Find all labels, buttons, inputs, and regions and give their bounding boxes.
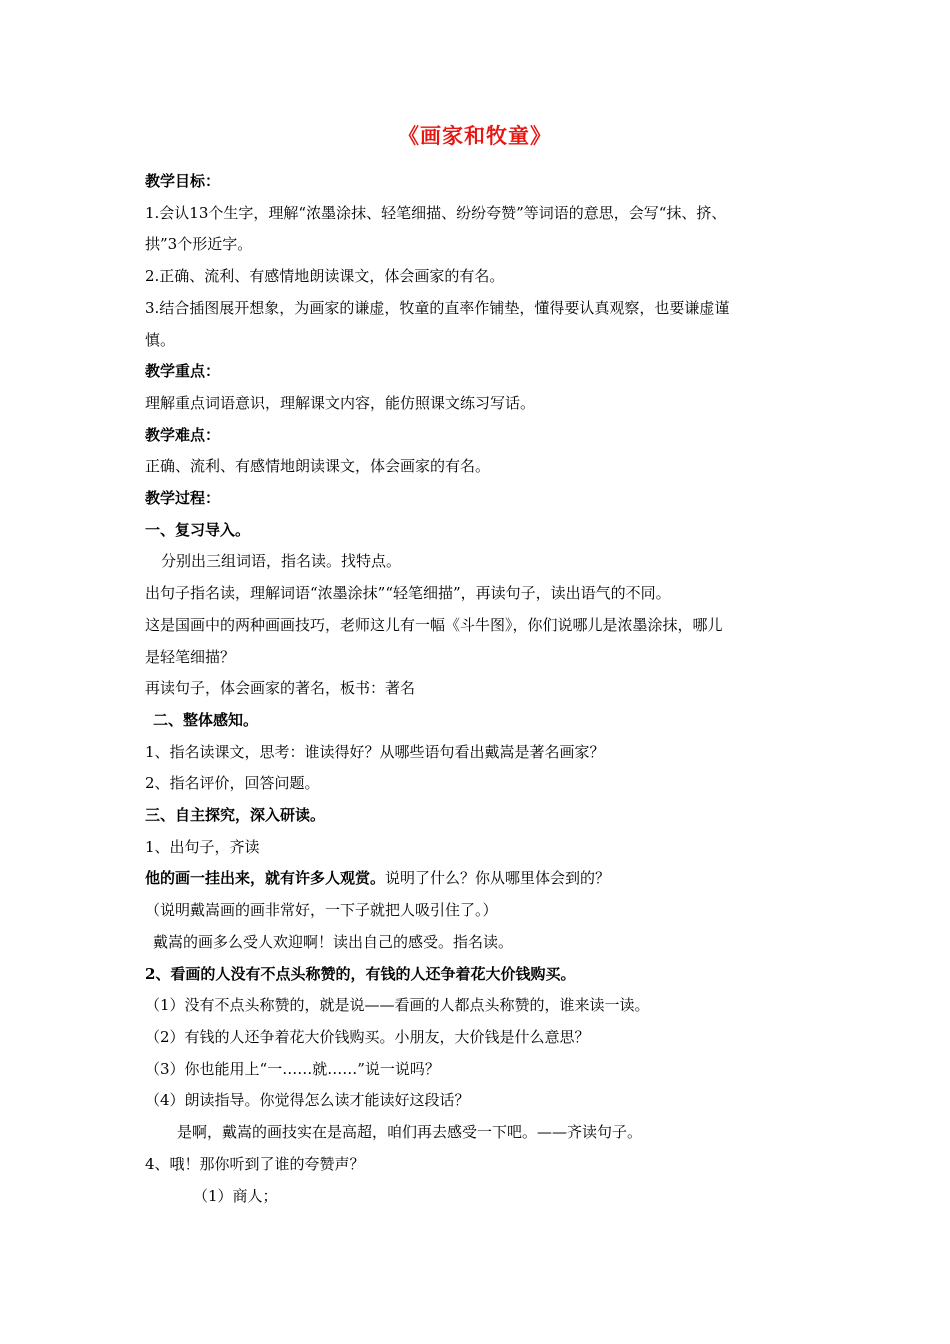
paragraph-line: 4、哦！那你听到了谁的夸赞声？ (145, 1154, 365, 1173)
paragraph-line: （1）没有不点头称赞的，就是说——看画的人都点头称赞的，谁来读一读。 (145, 996, 650, 1015)
paragraph-line: 2、指名评价，回答问题。 (145, 774, 320, 793)
document-body (145, 166, 825, 1212)
paragraph-line: 1、指名读课文，思考：谁读得好？从哪些语句看出戴嵩是著名画家？ (145, 742, 605, 761)
paragraph-line: 是轻笔细描？ (145, 647, 236, 666)
emphasized-sentence: 他的画一挂出来，就有许多人观赏。 (145, 869, 386, 888)
paragraph-line: 这是国画中的两种画画技巧，老师这儿有一幅《斗牛图》，你们说哪儿是浓墨涂抹，哪儿 (145, 615, 723, 634)
section-heading: 二、整体感知。 (153, 710, 259, 729)
paragraph-line: 拱”3个形近字。 (145, 235, 253, 254)
paragraph-line: （说明戴嵩画的画非常好，一下子就把人吸引住了。） (145, 901, 498, 920)
paragraph-line: 戴嵩的画多么受人欢迎啊！读出自己的感受。指名读。 (153, 932, 514, 951)
paragraph-line: 再读句子，体会画家的著名，板书：著名 (145, 679, 416, 698)
paragraph-line: 1、出句子，齐读 (145, 837, 260, 856)
section-heading: 2、看画的人没有不点头称赞的，有钱的人还争着花大价钱购买。 (145, 964, 576, 983)
section-heading: 教学目标： (145, 172, 221, 190)
line-segment: 说明了什么？你从哪里体会到的？ (385, 869, 611, 888)
paragraph-line: 分别出三组词语，指名读。找特点。 (161, 552, 402, 571)
paragraph-line (145, 863, 825, 895)
section-heading: 三、自主探究，深入研读。 (145, 806, 326, 825)
paragraph-line: 理解重点词语意识，理解课文内容，能仿照课文练习写话。 (145, 393, 536, 412)
section-heading: 教学重点： (145, 362, 221, 381)
paragraph-line: 2.正确、流利、有感情地朗读课文，体会画家的有名。 (145, 267, 505, 286)
section-heading: 教学过程： (145, 489, 221, 508)
paragraph-line: 是啊，戴嵩的画技实在是高超，咱们再去感受一下吧。——齐读句子。 (177, 1123, 643, 1142)
document-title: 《画家和牧童》 (398, 123, 552, 148)
section-heading: 教学难点： (145, 425, 221, 444)
paragraph-line: （2）有钱的人还争着花大价钱购买。小朋友，大价钱是什么意思？ (145, 1027, 590, 1046)
section-heading: 一、复习导入。 (145, 520, 251, 539)
paragraph-line: （1）商人； (193, 1186, 278, 1205)
paragraph-line: （4）朗读指导。你觉得怎么读才能读好这段话？ (145, 1091, 470, 1110)
paragraph-line: 出句子指名读，理解词语“浓墨涂抹”“轻笔细描”，再读句子，读出语气的不同。 (145, 584, 671, 603)
paragraph-line: 3.结合插图展开想象，为画家的谦虚，牧童的直率作铺垫，懂得要认真观察，也要谦虚谨 (145, 298, 730, 317)
paragraph-line: 慎。 (145, 330, 176, 349)
paragraph-line: 1.会认13个生字，理解“浓墨涂抹、轻笔细描、纷纷夸赞”等词语的意思，会写“抹、挤、 (145, 203, 727, 222)
paragraph-line: 正确、流利、有感情地朗读课文，体会画家的有名。 (145, 457, 491, 476)
paragraph-line: （3）你也能用上“一……就……”说一说吗？ (145, 1059, 440, 1078)
